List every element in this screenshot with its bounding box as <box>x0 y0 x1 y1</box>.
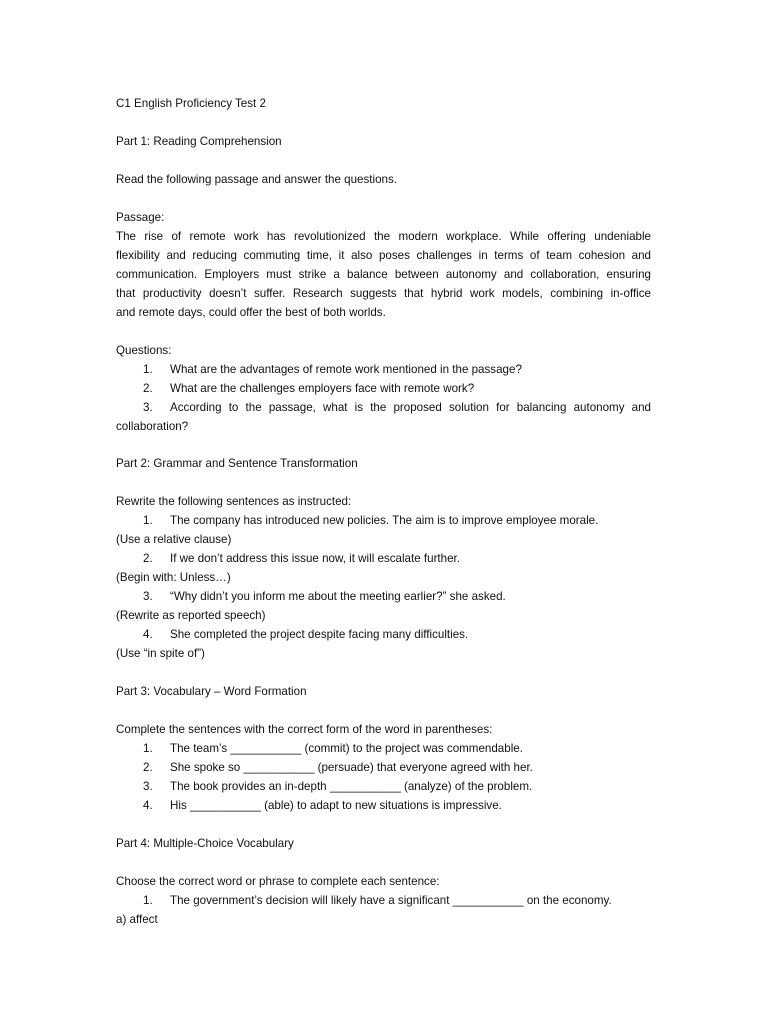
item-number: 1. <box>143 742 153 755</box>
question-continuation: collaboration? <box>116 420 189 433</box>
item-number: 4. <box>143 799 153 812</box>
item-text: His ___________ (able) to adapt to new situations is impressive. <box>170 799 502 812</box>
question-text: What are the advantages of remote work mentioned in the passage? <box>170 363 522 376</box>
item-text: She completed the project despite facing many difficulties. <box>170 628 469 641</box>
item-note: (Rewrite as reported speech) <box>116 609 266 622</box>
part4-heading: Part 4: Multiple-Choice Vocabulary <box>116 837 294 850</box>
mc-option: a) affect <box>116 913 158 926</box>
passage-line: communication. Employers must strike a balance between autonomy and collaboration, ensuring <box>116 268 651 281</box>
part1-heading: Part 1: Reading Comprehension <box>116 135 282 148</box>
item-text: The government’s decision will likely have a significant ___________ on the economy. <box>170 894 612 907</box>
part3-instruction: Complete the sentences with the correct form of the word in parentheses: <box>116 723 493 736</box>
question-number: 1. <box>143 363 153 376</box>
item-note: (Begin with: Unless…) <box>116 571 231 584</box>
item-note: (Use “in spite of”) <box>116 647 205 660</box>
question-text: What are the challenges employers face with remote work? <box>170 382 475 395</box>
question-text: According to the passage, what is the proposed solution for balancing autonomy and <box>170 401 651 414</box>
part3-heading: Part 3: Vocabulary – Word Formation <box>116 685 307 698</box>
item-text: The book provides an in-depth ___________ (analyze) of the problem. <box>170 780 533 793</box>
item-text: “Why didn’t you inform me about the meeting earlier?” she asked. <box>170 590 506 603</box>
item-text: If we don’t address this issue now, it will escalate further. <box>170 552 460 565</box>
part2-heading: Part 2: Grammar and Sentence Transformation <box>116 457 358 470</box>
passage-line: and remote days, could offer the best of both worlds. <box>116 306 386 319</box>
item-number: 3. <box>143 590 153 603</box>
part2-instruction: Rewrite the following sentences as instructed: <box>116 495 352 508</box>
part1-instruction: Read the following passage and answer the questions. <box>116 173 398 186</box>
item-text: The company has introduced new policies. The aim is to improve employee morale. <box>170 514 599 527</box>
item-number: 1. <box>143 894 153 907</box>
item-number: 4. <box>143 628 153 641</box>
part4-instruction: Choose the correct word or phrase to complete each sentence: <box>116 875 440 888</box>
item-number: 1. <box>143 514 153 527</box>
item-note: (Use a relative clause) <box>116 533 232 546</box>
item-number: 3. <box>143 780 153 793</box>
question-number: 3. <box>143 401 153 414</box>
passage-line: flexibility and reducing commuting time, it also poses challenges in terms of team cohesion and <box>116 249 651 262</box>
passage-line: The rise of remote work has revolutionized the modern workplace. While offering undeniable <box>116 230 651 243</box>
item-text: She spoke so ___________ (persuade) that everyone agreed with her. <box>170 761 533 774</box>
passage-label: Passage: <box>116 211 165 224</box>
questions-label: Questions: <box>116 344 172 357</box>
item-number: 2. <box>143 761 153 774</box>
question-number: 2. <box>143 382 153 395</box>
document-title: C1 English Proficiency Test 2 <box>116 97 266 110</box>
item-text: The team’s ___________ (commit) to the project was commendable. <box>170 742 523 755</box>
passage-line: that productivity doesn’t suffer. Research suggests that hybrid work models, combining in-office <box>116 287 651 300</box>
item-number: 2. <box>143 552 153 565</box>
